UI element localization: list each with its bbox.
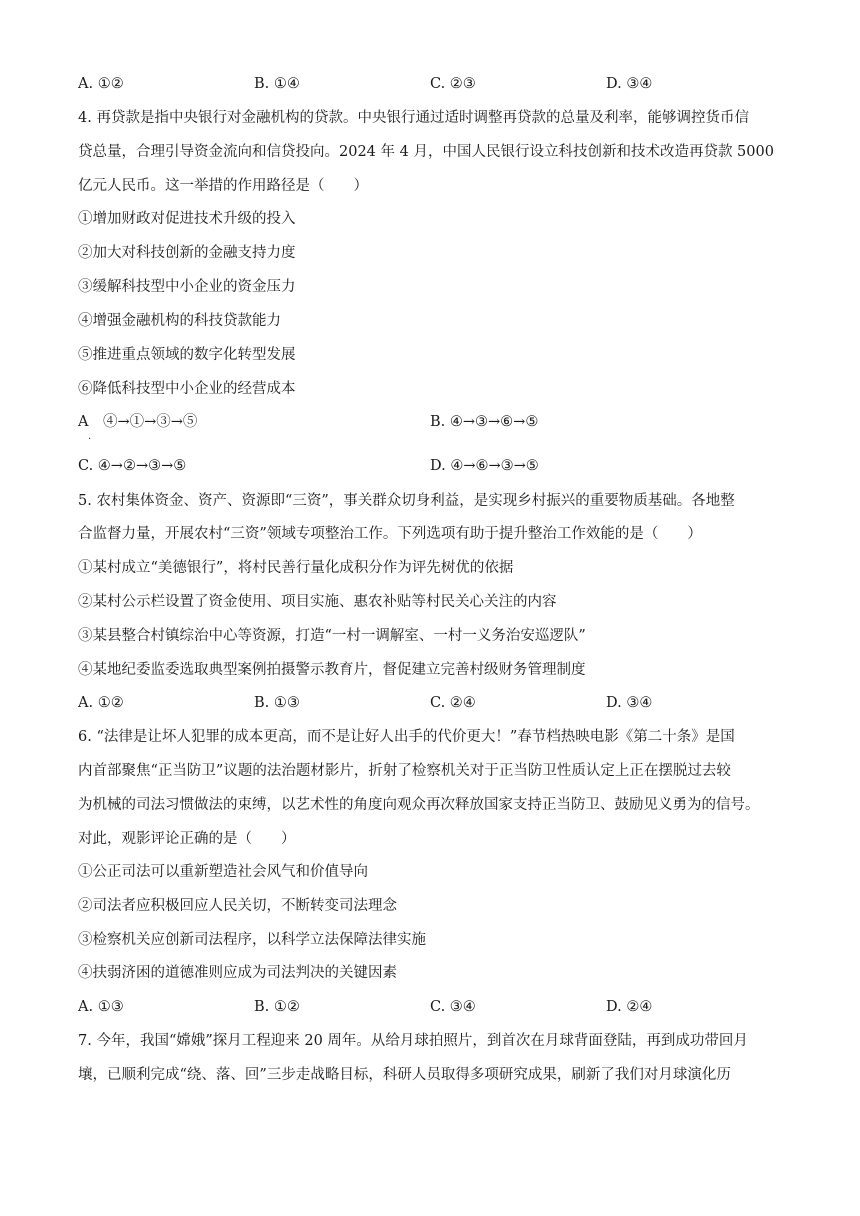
q5-option-a: A. ①② <box>78 695 124 711</box>
q4-option-d: D. ④→⑥→③→⑤ <box>430 458 539 474</box>
q3-option-b: B. ①④ <box>254 76 300 92</box>
q6-stem-line-1: 6. “法律是让坏人犯罪的成本更高，而不是让好人出手的代价更大！”春节档热映电影《第二十条》是国 <box>78 729 735 745</box>
q7-stem-line-1: 7. 今年，我国“嫦娥”探月工程迎来 20 周年。从给月球拍照片，到首次在月球背面登陆，再到成功带回月 <box>78 1033 748 1049</box>
q4-item-2: ②加大对科技创新的金融支持力度 <box>78 245 296 261</box>
q5-option-d: D. ③④ <box>606 695 653 711</box>
q4-stem-line-1: 4. 再贷款是指中央银行对金融机构的贷款。中央银行通过适时调整再贷款的总量及利率，能够调控货币信 <box>78 110 749 126</box>
q6-stem-line-3: 为机械的司法习惯做法的束缚，以艺术性的角度向观众再次释放国家支持正当防卫、鼓励见义勇为的信号。 <box>78 797 760 813</box>
q7-stem-line-2: 壤，已顺利完成“绕、落、回”三步走战略目标，科研人员取得多项研究成果，刷新了我们对月球演化历 <box>78 1067 731 1083</box>
q3-option-d: D. ③④ <box>606 76 653 92</box>
q4-item-4: ④增强金融机构的科技贷款能力 <box>78 313 281 329</box>
q4-stem-line-3: 亿元人民币。这一举措的作用路径是（ ） <box>78 178 368 194</box>
q5-option-b: B. ①③ <box>254 695 300 711</box>
q6-option-b: B. ①② <box>254 999 300 1015</box>
q5-stem-line-1: 5. 农村集体资金、资产、资源即“三资”，事关群众切身利益，是实现乡村振兴的重要物质基础。各地整 <box>78 493 735 509</box>
q6-option-d: D. ②④ <box>606 999 653 1015</box>
q6-stem-line-2: 内首部聚焦“正当防卫”议题的法治题材影片，折射了检察机关对于正当防卫性质认定上正在摆脱过去较 <box>78 763 731 779</box>
q5-item-2: ②某村公示栏设置了资金使用、项目实施、惠农补贴等村民关心关注的内容 <box>78 594 557 610</box>
q4-item-3: ③缓解科技型中小企业的资金压力 <box>78 279 296 295</box>
q4-stem-line-2: 贷总量，合理引导资金流向和信贷投向。2024 年 4 月，中国人民银行设立科技创新和技术改造再贷款 5000 <box>78 144 774 160</box>
q4-option-b: B. ④→③→⑥→⑤ <box>430 414 539 430</box>
q6-item-1: ①公正司法可以重新塑造社会风气和价值导向 <box>78 864 368 880</box>
q6-stem-line-4: 对此，观影评论正确的是（ ） <box>78 831 296 847</box>
q5-item-3: ③某县整合村镇综治中心等资源，打造“一村一调解室、一村一义务治安巡逻队” <box>78 628 586 644</box>
q4-item-5: ⑤推进重点领域的数字化转型发展 <box>78 347 296 363</box>
q5-stem-line-2: 合监督力量，开展农村“三资”领域专项整治工作。下列选项有助于提升整治工作效能的是（ ） <box>78 526 702 542</box>
q4-option-a-dot: . <box>88 431 92 442</box>
q3-option-a: A. ①② <box>78 76 124 92</box>
q6-item-3: ③检察机关应创新司法程序，以科学立法保障法律实施 <box>78 932 426 948</box>
q4-item-1: ①增加财政对促进技术升级的投入 <box>78 211 296 227</box>
q4-option-c: C. ④→②→③→⑤ <box>78 458 187 474</box>
q6-option-a: A. ①③ <box>78 999 124 1015</box>
q4-item-6: ⑥降低科技型中小企业的经营成本 <box>78 381 296 397</box>
q5-option-c: C. ②④ <box>430 695 476 711</box>
q6-item-4: ④扶弱济困的道德准则应成为司法判决的关键因素 <box>78 965 397 981</box>
q4-option-a: A ④→①→③→⑤ <box>78 414 198 430</box>
q3-option-c: C. ②③ <box>430 76 476 92</box>
q5-item-4: ④某地纪委监委选取典型案例拍摄警示教育片，督促建立完善村级财务管理制度 <box>78 662 586 678</box>
q6-option-c: C. ③④ <box>430 999 476 1015</box>
q6-item-2: ②司法者应积极回应人民关切，不断转变司法理念 <box>78 898 397 914</box>
q5-item-1: ①某村成立“美德银行”，将村民善行量化成积分作为评先树优的依据 <box>78 560 514 576</box>
